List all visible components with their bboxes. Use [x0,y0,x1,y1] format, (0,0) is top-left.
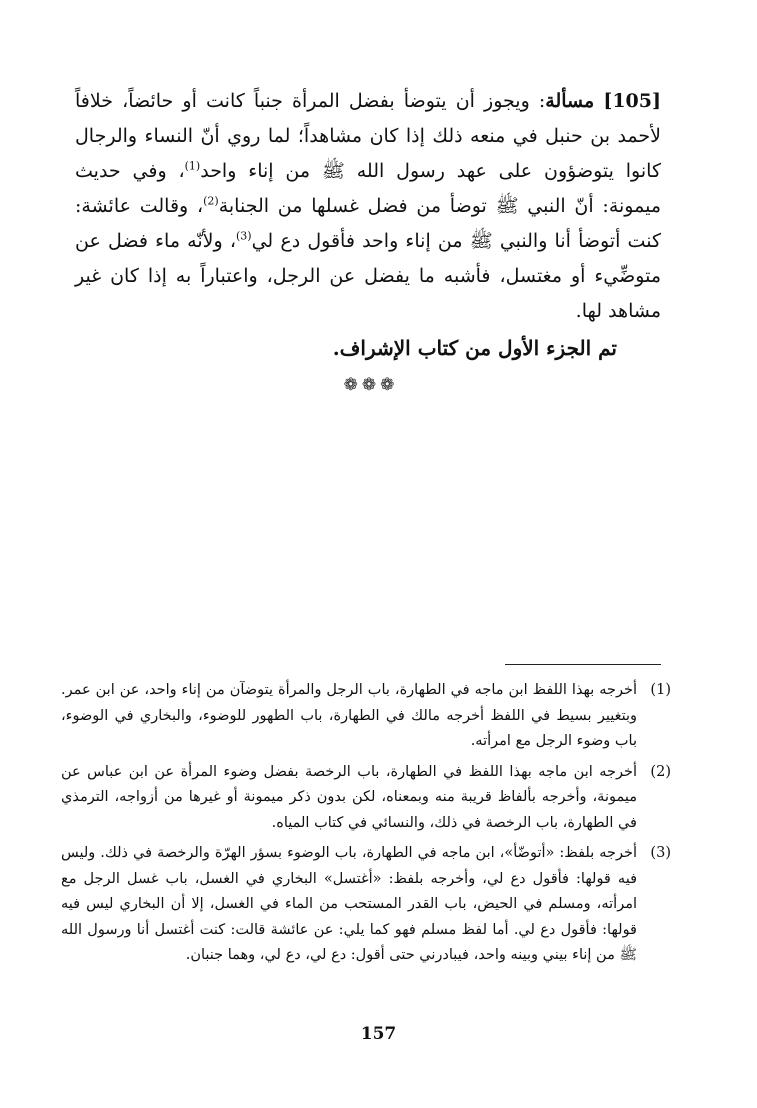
page-number: 157 [360,1024,397,1044]
ornament-divider: ❁❁❁ [343,375,399,395]
footnote-ref-3: (3) [235,229,252,243]
footnotes [61,678,671,974]
footnote-item [61,841,671,969]
main-text [75,84,661,329]
footnote-text: أخرجه بهذا اللفظ ابن ماجه في الطهارة، باب الرجل والمرأة يتوضآن من إناء واحد، عن ابن عمر. وبتغيير بسيط في اللفظ أخرجه مالك في الطهارة، باب الطهور للوضوء، والبخاري في الوضوء، باب وضوء الرجل مع امرأته. [61,682,637,749]
footnote-number: (2) [650,763,671,780]
issue-text-part-1: : ويجوز أن يتوضأ بفضل المرأة جنباً كانت أو حائضاً، خلافاً لأحمد بن حنبل في منعه ذلك إذا كان مشاهداً؛ لما روي أنّ النساء والرجال كانوا يتوضؤون على عهد رسول الله ﷺ من إناء واحد [75,90,661,182]
footnote-number: (1) [650,682,671,698]
footnote-text: أخرجه بلفظ: «أتوضّأ»، ابن ماجه في الطهارة، باب الوضوء بسؤر الهرّة والرخصة في ذلك. وليس فيه قولها: فأقول دع لي، وأخرجه بلفظ: «أغتسل» البخاري في الغسل، باب غسل الرجل مع امرأته، ومسلم في الحيض، باب القدر المستحب من الماء في الغسل، إلا أن البخاري ليس فيه قولها: فأقول دع لي. أما لفظ مسلم فهو كما يلي: عن عائشة قالت: كنت أغتسل أنا ورسول الله ﷺ من إناء بيني وبينه واحد، فيبادرني حتى أقول: دع لي، دع لي، وهما جنبان. [61,845,637,963]
issue-text-part-3: ، وقالت عائشة: كنت أتوضأ أنا والنبي ﷺ من إناء واحد فأقول دع لي [75,195,661,252]
footnote-text: أخرجه ابن ماجه بهذا اللفظ في الطهارة، باب الرخصة بفضل وضوء المرأة عن ابن عباس عن ميمونة، وأخرجه بألفاظ قريبة منه وبمعناه، لكن بدون ذكر ميمونة أو غيرها من أزواجه، الترمذي في الطهارة، باب الرخصة في ذلك، والنسائي في كتاب المياه. [61,763,637,831]
footnote-ref-2: (2) [203,194,219,208]
footnote-separator [505,664,661,665]
footnote-item [61,760,671,837]
issue-paragraph [75,84,661,329]
footnote-item [61,678,671,755]
issue-number: [105] [603,90,661,112]
issue-label: مسألة [545,90,595,112]
footnote-ref-1: (1) [184,159,201,173]
issue-text-part-4: ، ولأنّه ماء فضل عن متوضِّيء أو مغتسل، فأشبه ما يفضل عن الرجل، واعتباراً به إذا كان غير مشاهد لها. [75,230,661,322]
closing-line: تم الجزء الأول من كتاب الإشراف. [332,336,617,360]
issue-text-part-2: ، وفي حديث ميمونة: أنّ النبي ﷺ توضأ من فضل غسلها من الجنابة [75,160,662,217]
footnote-number: (3) [650,845,671,861]
